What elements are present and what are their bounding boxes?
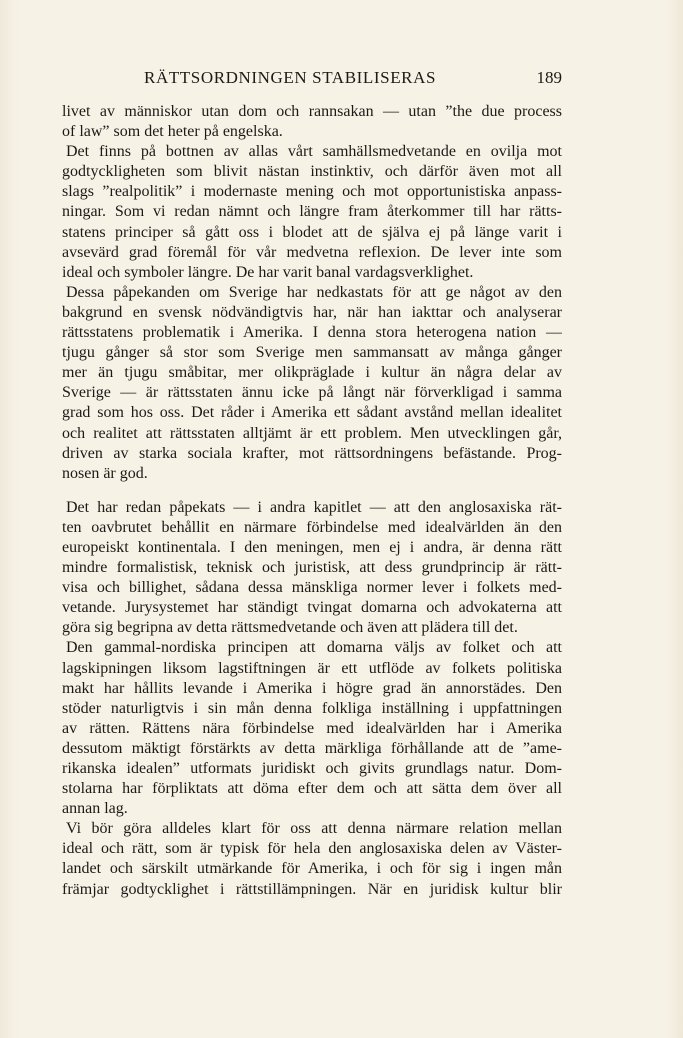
text-line: tjugu gånger så stor som Sverige men sammansatt av många gånger — [62, 344, 562, 362]
text-line: ningar. Som vi redan nämnt och längre fram återkommer till har rätts- — [62, 203, 562, 221]
text-line: rikanska idealen” utformats juridiskt och givits grundlags natur. Dom- — [62, 760, 562, 777]
text-line: vetande. Jurysystemet har ständigt tvingat domarna och advokaterna att — [62, 599, 562, 617]
text-line: godtyckligheten som blivit nästan instinktiv, och därför även mot all — [62, 163, 562, 181]
paragraph — [62, 142, 562, 283]
text-line: landet och särskilt utmärkande för Amerika, i och för sig i ingen mån — [62, 860, 562, 878]
paragraph — [62, 819, 562, 899]
text-line: ten oavbrutet behållit en närmare förbindelse med idealvärlden än den — [62, 518, 562, 536]
running-head — [62, 68, 562, 94]
text-line: ideal och rätt, som är typisk för hela den anglosaxiska delen av Väster- — [62, 840, 562, 858]
paragraph — [62, 283, 562, 484]
text-line: bakgrund en svensk nödvändigtvis har, när han iakttar och analyserar — [62, 303, 562, 321]
text-line: grad som hos oss. Det råder i Amerika ett sådant avstånd mellan idealitet — [62, 404, 562, 422]
text-line: avsevärd grad föremål för vår medvetna reflexion. De lever inte som — [62, 243, 562, 261]
text-line: statens principer så gått oss i blodet att de själva ej på länge varit i — [62, 223, 562, 241]
text-line: främjar godtycklighet i rättstillämpningen. När en juridisk kultur blir — [62, 880, 562, 898]
text-line: slags ”realpolitik” i modernaste mening och mot opportunistiska anpass- — [62, 183, 562, 201]
text-line: livet av människor utan dom och rannsakan — utan ”the due process — [62, 103, 562, 120]
text-line: av rätten. Rättens nära förbindelse med idealvärlden har i Amerika — [62, 719, 562, 737]
text-line: Sverige — är rättsstaten ännu icke på långt när förverkligad i samma — [62, 384, 562, 402]
text-line: Dessa påpekanden om Sverige har nedkastats för att ge något av den — [66, 283, 562, 301]
text-line: mindre formalistisk, teknisk och juristisk, att dess grundprincip är rätt- — [62, 559, 562, 577]
text-line: Vi bör göra alldeles klart för oss att denna närmare relation mellan — [66, 820, 562, 838]
text-line: stöder naturligtvis i sin mån denna folkliga inställning i uppfattningen — [62, 699, 562, 717]
text-line: visa och billighet, sådana dessa mänskliga normer lever i folkets med- — [62, 579, 562, 597]
paragraph — [62, 102, 562, 142]
paragraph — [62, 498, 562, 639]
text-line: makt har hållits levande i Amerika i högre grad än annorstädes. Den — [62, 679, 562, 697]
running-title: RÄTTSORDNINGEN STABILISERAS — [144, 68, 437, 87]
text-line: göra sig begripna av detta rättsmedvetande och även att plädera till det. — [62, 619, 518, 637]
text-line: rättsstatens problematik i Amerika. I denna stora heterogena nation — — [62, 324, 562, 342]
body-text — [62, 102, 562, 900]
text-line: ideal och symboler längre. De har varit banal vardagsverklighet. — [62, 263, 474, 281]
text-line: lagskipningen liksom lagstiftningen är ett utflöde av folkets politiska — [62, 659, 562, 677]
text-line: och realitet att rättsstaten alltjämt är ett problem. Men utvecklingen går, — [62, 424, 562, 442]
text-line: driven av starka sociala krafter, mot rättsordningens befästande. Prog- — [62, 444, 562, 462]
text-line: Det finns på bottnen av allas vårt samhällsmedvetande en ovilja mot — [66, 143, 562, 161]
text-line: mer än tjugu småbitar, mer olikpräglade i kultur än några delar av — [62, 364, 562, 382]
text-line: europeiskt kontinentala. I den meningen, men ej i andra, är denna rätt — [62, 538, 562, 556]
text-line: stolarna har förpliktats att döma efter dem och att sätta dem över all — [62, 780, 562, 798]
section-gap — [62, 484, 562, 498]
text-line: dessutom mäktigt förstärkts av detta märkliga förhållande att de ”ame- — [62, 739, 562, 757]
text-line: annan lag. — [62, 800, 128, 818]
paragraph — [62, 638, 562, 819]
text-line: Den gammal-nordiska principen att domarna väljs av folket och att — [66, 639, 562, 657]
text-line: nosen är god. — [62, 464, 148, 482]
page-number: 189 — [536, 68, 562, 87]
text-line: Det har redan påpekats — i andra kapitlet — att den anglosaxiska rät- — [66, 498, 562, 516]
text-line: of law” som det heter på engelska. — [62, 123, 283, 141]
